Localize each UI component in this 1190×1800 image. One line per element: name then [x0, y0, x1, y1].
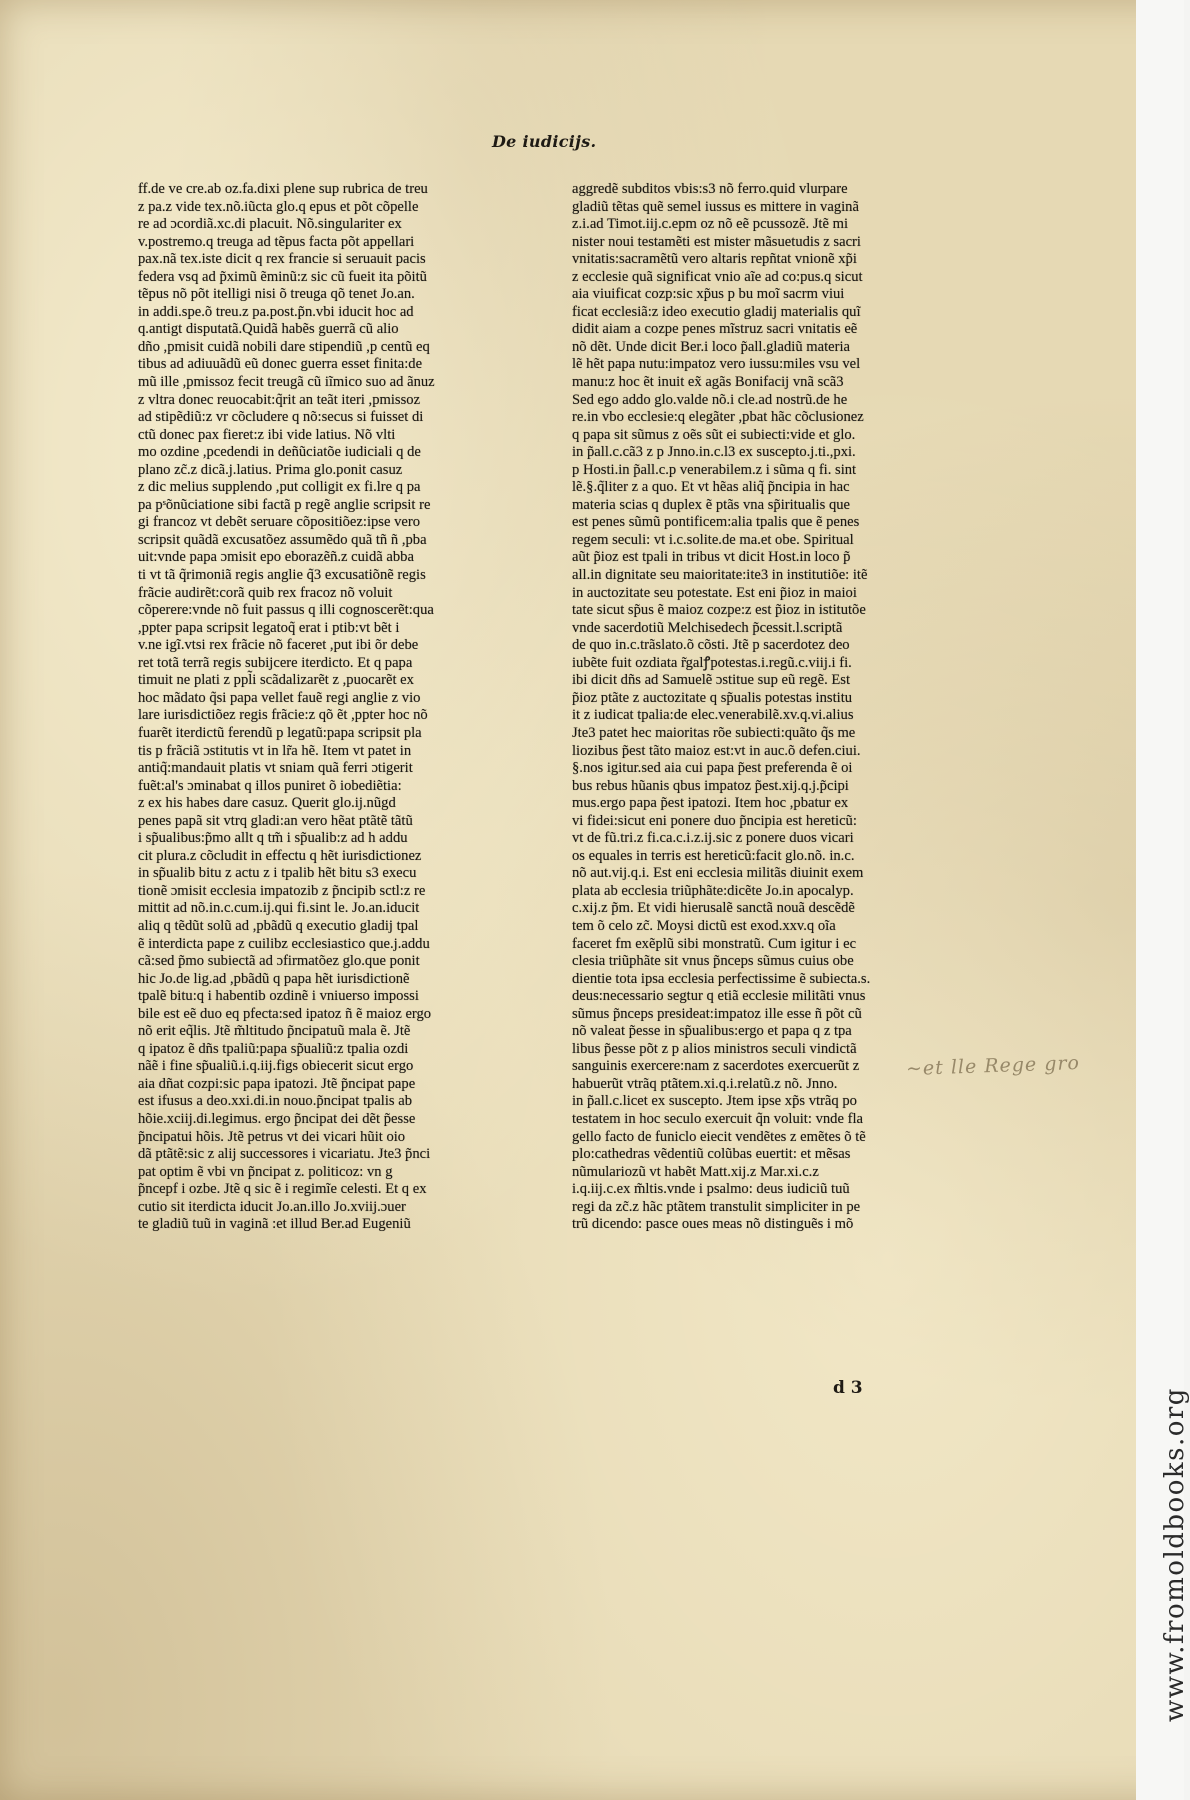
text-line: aia viuificat cozp:sic xp̃us p bu moĩ sacrm viui	[572, 286, 845, 303]
running-head: De iudicijs.	[492, 132, 597, 151]
text-line: penes papã sit vtrq gladi:an vero hẽat ptãtẽ tãtũ	[138, 812, 413, 829]
text-line: plata ab ecclesia triũphãte:dicẽte Jo.in apocalyp.	[572, 882, 854, 899]
text-line: tem õ celo zc̃. Moysi dictũ est exod.xxv.q oĩa	[572, 917, 836, 934]
left-text-column	[138, 181, 466, 1381]
text-line: pax.nã tex.iste dicit q rex francie si seruauit pacis	[138, 251, 426, 268]
text-line: re.in vbo ecclesie:q elegãter ,pbat hãc cõclusionez	[572, 409, 864, 426]
text-line: fuarẽt iterdictũ ferendũ p legatũ:papa scripsit pla	[138, 724, 422, 741]
text-line: cã:sed p̃mo subiectã ad ɔfirmatõez glo.que ponit	[138, 953, 420, 970]
website-watermark: www.fromoldbooks.org	[1160, 1387, 1190, 1722]
text-line: mũ ille ,pmissoz fecit treugã cũ iĩmico suo ad ãnuz	[138, 374, 435, 391]
text-line: pat optim ẽ vbi vn p̃ncipat z. politicoz: vn g	[138, 1163, 393, 1180]
text-line: p̃ncipatui hõis. Jtẽ petrus vt dei vicari hũit oio	[138, 1128, 406, 1145]
text-line: regi da zc̃.z hãc ptãtem transtulit simpliciter in pe	[572, 1198, 861, 1215]
text-line: §.nos igitur.sed aia cui papa p̃est preferenda ẽ oi	[572, 760, 853, 777]
text-line: trũ dicendo: pasce oues meas nõ distinguẽs i mõ	[572, 1216, 854, 1233]
text-line: bus rebus hũanis qbus impatoz p̃est.xij.q.j.p̃cipi	[572, 777, 849, 794]
text-line: ret totã terrã regis subijcere iterdicto. Et q papa	[138, 654, 413, 671]
text-line: gladiũ tẽtas quẽ semel iussus es mittere in vaginã	[572, 198, 859, 215]
text-line: plano zc̃.z dicã.j.latius. Prima glo.ponit casuz	[138, 461, 403, 478]
text-line: i sp̃ualibus:p̃mo allt q tm̃ i sp̃ualib:z ad h addu	[138, 830, 408, 847]
text-line: aliq q tẽdũt solũ ad ,pbãdũ q executio gladij tpal	[138, 917, 419, 934]
text-line: timuit ne plati z ppl̃i scãdalizarẽt z ,puocarẽt ex	[138, 672, 414, 689]
handwritten-marginal-note: ~et lle Rege gro	[905, 1051, 1081, 1081]
text-line: it z iudicat tpalia:de elec.venerabilẽ.xv.q.vi.alius	[572, 707, 854, 724]
text-line: z ex his habes dare casuz. Querit glo.ij.nũgd	[138, 795, 396, 812]
text-line: fuẽt:al's ɔminabat q illos puniret õ iobediẽtia:	[138, 777, 402, 794]
right-text-column	[572, 181, 902, 1401]
text-line: c.xij.z p̃m. Et vidi hierusalẽ sanctã nouã descẽdẽ	[572, 900, 855, 917]
text-line: re ad ɔcordiã.xc.di placuit. Nõ.singulariter ex	[138, 216, 402, 233]
text-line: ctũ donec pax fieret:z ibi vide latius. Nõ vlti	[138, 426, 396, 443]
text-line: hic Jo.de lig.ad ,pbãdũ q papa hẽt iurisdictionẽ	[138, 970, 410, 987]
text-line: v.postremo.q treuga ad tẽpus facta põt appellari	[138, 233, 415, 250]
text-line: ad stipẽdiũ:z vr cõcludere q nõ:secus si fuisset di	[138, 409, 424, 426]
text-line: federa vsq ad p̃ximũ ẽminũ:z sic cũ fueit ita põitũ	[138, 268, 427, 285]
text-line: z dic melius supplendo ,put colligit ex fi.lre q pa	[138, 479, 421, 496]
text-line: p̃ncepf i ozbe. Jtẽ q sic ẽ i regimĩe celesti. Et q ex	[138, 1181, 427, 1198]
text-line: frãcie audirẽt:corã quib rex fracoz nõ voluit	[138, 584, 393, 601]
text-line: nõ aut.vij.q.i. Est eni ecclesia militãs diuinit exem	[572, 865, 864, 882]
text-line: cõperere:vnde nõ fuit passus q illi cognoscerẽt:qua	[138, 602, 434, 619]
text-line: in p̃all.c.licet ex suscepto. Jtem ipse xp̃s vtrãq po	[572, 1093, 857, 1110]
text-line: nõ valeat p̃esse in sp̃ualibus:ergo et papa q z tpa	[572, 1023, 852, 1040]
text-line: tpalẽ bitu:q i habentib ozdinẽ i vniuerso impossi	[138, 988, 419, 1005]
text-line: z ecclesie quã significat vnio aĩe ad co:pus.q sicut	[572, 268, 863, 285]
text-line: vnitatis:sacramẽtũ vero altaris repñtat vnionẽ xp̃i	[572, 251, 857, 268]
text-line: q ipatoz ẽ dñs tpaliũ:papa sp̃ualiũ:z tpalia ozdi	[138, 1040, 409, 1057]
text-line: manu:z hoc ẽt inuit ex̃ agãs Bonifacij vnã scã3	[572, 374, 844, 391]
text-line: est ifusus a deo.xxi.di.in nouo.p̃ncipat tpalis ab	[138, 1093, 412, 1110]
text-line: antiq̃:mandauit platis vt sniam quã ferri ɔtigerit	[138, 760, 413, 777]
text-line: nãẽ i fine sp̃ualiũ.i.q.iij.figs obiecerit sicut ergo	[138, 1058, 414, 1075]
text-line: bile est eẽ duo eq pfecta:sed ipatoz ñ ẽ maioz ergo	[138, 1005, 432, 1022]
text-line: dientie tota ipsa ecclesia perfectissime ẽ subiecta.s.	[572, 970, 871, 987]
text-line: liozibus p̃est tãto maioz est:vt in auc.õ defen.ciui.	[572, 742, 861, 759]
text-line: aggredẽ subditos vbis:s3 nõ ferro.quid vlurpare	[572, 181, 848, 197]
text-line: nister noui testamẽti est mister mãsuetudis z sacri	[572, 233, 861, 250]
text-line: de quo in.c.trãslato.õ cõsti. Jtẽ p sacerdotez deo	[572, 637, 850, 654]
text-line: all.in dignitate seu maioritate:ite3 in institutiõe: itẽ	[572, 567, 868, 584]
text-line: cit plura.z cõcludit in effectu q hẽt iurisdictionez	[138, 847, 422, 864]
text-line: iubẽte fuit ozdiata r̃galꝭpotestas.i.regũ.c.viij.i fi.	[572, 654, 852, 671]
text-line: nõ erit eq̃lis. Jtẽ m̃ltitudo p̃ncipatuũ mala ẽ. Jtẽ	[138, 1023, 411, 1040]
text-line: hoc mãdato q̃si papa vellet fauẽ regi anglie z vio	[138, 689, 421, 706]
text-line: ff.de ve cre.ab oz.fa.dixi plene sup rubrica de treu	[138, 181, 428, 197]
text-line: aia dñat cozpi:sic papa ipatozi. Jtẽ p̃ncipat pape	[138, 1075, 416, 1092]
text-line: sũmus p̃nceps presideat:impatoz ille esse ñ põt cũ	[572, 1005, 862, 1022]
text-line: q papa sit sũmus z oẽs sũt ei subiecti:vide et glo.	[572, 426, 856, 443]
text-line: tate sicut sp̃us ẽ maioz cozpe:z est p̃ioz in istitutõe	[572, 602, 866, 619]
text-line: nũmulariozũ vt habẽt Matt.xij.z Mar.xi.c.z	[572, 1163, 819, 1180]
text-line: aũt p̃ioz est tpali in tribus vt dicit Host.in loco p̃	[572, 549, 851, 566]
text-line: in p̃all.c.cã3 z p Jnno.in.c.l3 ex suscepto.j.ti.,pxi.	[572, 444, 856, 461]
text-line: v.ne igĩ.vtsi rex frãcie nõ faceret ,put ibi õr debe	[138, 637, 419, 654]
text-line: dã ptãtẽ:sic z alij successores i vicariatu. Jte3 p̃nci	[138, 1146, 431, 1163]
text-line: tionẽ ɔmisit ecclesia impatozib z p̃ncipib sctl:z re	[138, 882, 426, 899]
text-line: p Hosti.in p̃all.c.p venerabilem.z i sũma q fi. sint	[572, 461, 857, 478]
text-line: tis p frãciã ɔstitutis vt in lr̃a hẽ. Item vt patet in	[138, 742, 412, 759]
text-line: regem seculi: vt i.c.solite.de ma.et obe. Spiritual	[572, 531, 854, 548]
text-line: q.antigt disputatã.Quidã habẽs guerrã cũ alio	[138, 321, 399, 338]
text-line: mo ozdine ,pcedendi in deñũciatõe iudiciali q de	[138, 444, 421, 461]
text-line: lẽ hẽt papa nutu:impatoz vero iussu:miles vsu vel	[572, 356, 861, 373]
text-line: gello facto de funiclo eiecit vendẽtes z emẽtes õ tẽ	[572, 1128, 866, 1145]
text-line: est penes sũmũ pontificem:alia tpalis que ẽ penes	[572, 514, 860, 531]
text-line: z vltra donec reuocabit:q̃rit an teãt iteri ,pmissoz	[138, 391, 421, 408]
text-line: tẽpus nõ põt itelligi nisi õ treuga qõ tenet Jo.an.	[138, 286, 415, 303]
text-line: ibi dicit dñs ad Samuelẽ ɔstitue sup eũ regẽ. Est	[572, 672, 851, 689]
text-line: te gladiũ tuũ in vaginã :et illud Ber.ad Eugeniũ	[138, 1216, 411, 1233]
text-line: vi fidei:sicut eni ponere duo p̃ncipia est hereticũ:	[572, 812, 857, 829]
text-line: ti vt tã q̃rimoniã regis anglie q̃3 excusatiõnẽ regis	[138, 567, 426, 584]
text-line: tibus ad adiuuãdũ eũ donec guerra esset finita:de	[138, 356, 423, 373]
text-line: in sp̃ualib bitu z actu z i tpalib hẽt bitu s3 execu	[138, 865, 417, 882]
text-line: Jte3 patet hec maioritas rõe subiecti:quãto q̃s me	[572, 724, 856, 741]
text-line: uit:vnde papa ɔmisit epo eborazẽñ.z cuidã abba	[138, 549, 414, 566]
text-line: i.q.iij.c.ex m̃ltis.vnde i psalmo: deus iudiciũ tuũ	[572, 1181, 850, 1198]
text-line: testatem in hoc seculo exercuit q̃n voluit: vnde fla	[572, 1110, 863, 1127]
text-line: lare iurisdictiõez regis frãcie:z qõ ẽt ,ppter hoc nõ	[138, 707, 428, 724]
signature-mark: d 3	[833, 1378, 863, 1398]
text-line: clesia triũphãte sit vnus p̃nceps sũmus cuius obe	[572, 953, 854, 970]
text-line: ẽ interdicta pape z cuilibz ecclesiastico que.j.addu	[138, 935, 430, 952]
text-line: deus:necessario segtur q etiã ecclesie militãti vnus	[572, 988, 866, 1005]
text-line: vnde sacerdotiũ Melchisedech p̃cessit.l.scriptã	[572, 619, 843, 636]
text-line: didit aiam a cozpe penes mĩstruz sacri vnitatis eẽ	[572, 321, 858, 338]
text-line: in addi.spe.õ treu.z pa.post.p̃n.vbi iducit hoc ad	[138, 303, 414, 320]
text-line: libus p̃esse põt z p alios ministros seculi vindictã	[572, 1040, 857, 1057]
text-line: in auctozitate seu potestate. Est eni p̃ioz in maioi	[572, 584, 857, 601]
text-line: pa pˢõnũciatione sibi factã p regẽ anglie scripsit re	[138, 496, 431, 513]
text-line: dño ,pmisit cuidã nobili dare stipendiũ ,p centũ eq	[138, 338, 430, 355]
text-line: ficat ecclesiã:z ideo executio gladij materialis quĩ	[572, 303, 861, 320]
text-line: gi francoz vt debẽt seruare cõpositiõez:ipse vero	[138, 514, 421, 531]
text-line: ,ppter papa scripsit legatoq̃ erat i ptib:vt bẽt i	[138, 619, 400, 636]
text-line: plo:cathedras vẽdentiũ colũbas euertit: et mẽsas	[572, 1146, 851, 1163]
text-line: materia scias q duplex ẽ ptãs vna sp̃iritualis que	[572, 496, 851, 513]
text-line: nõ dẽt. Unde dicit Ber.i loco p̃all.gladiũ materia	[572, 338, 851, 355]
text-line: p̃ioz ptãte z auctozitate q sp̃ualis potestas institu	[572, 689, 853, 706]
text-line: cutio sit iterdicta iducit Jo.an.illo Jo.xviij.ɔuer	[138, 1198, 406, 1215]
text-line: vt de fũ.tri.z fi.ca.c.i.z.ij.sic z ponere duos vicari	[572, 830, 854, 847]
text-line: mittit ad nõ.in.c.cum.ij.qui fi.sint le. Jo.an.iducit	[138, 900, 420, 917]
text-line: scripsit quãdã excusatõez assumẽdo quã tñ ñ ,pba	[138, 531, 427, 548]
text-line: Sed ego addo glo.valde nõ.i cle.ad nostrũ.de he	[572, 391, 848, 408]
text-line: os equales in terris est hereticũ:facit glo.nõ. in.c.	[572, 847, 855, 864]
text-line: lẽ.§.q̃liter z a quo. Et vt hẽas aliq̃ p̃ncipia in hac	[572, 479, 850, 496]
text-line: z pa.z vide tex.nõ.iũcta glo.q epus et põt cõpelle	[138, 198, 419, 215]
text-line: hõie.xciij.di.legimus. ergo p̃ncipat dei dẽt p̃esse	[138, 1110, 416, 1127]
text-line: sanguinis exercere:nam z sacerdotes exercuerũt z	[572, 1058, 860, 1075]
text-line: z.i.ad Timot.iij.c.epm oz nõ eẽ pcussozẽ. Jtẽ mi	[572, 216, 849, 233]
text-line: faceret fm exẽplũ sibi monstratũ. Cum igitur i ec	[572, 935, 857, 952]
text-line: habuerũt vtrãq ptãtem.xi.q.i.relatũ.z nõ. Jnno.	[572, 1075, 838, 1092]
text-line: mus.ergo papa p̃est ipatozi. Item hoc ,pbatur ex	[572, 795, 849, 812]
